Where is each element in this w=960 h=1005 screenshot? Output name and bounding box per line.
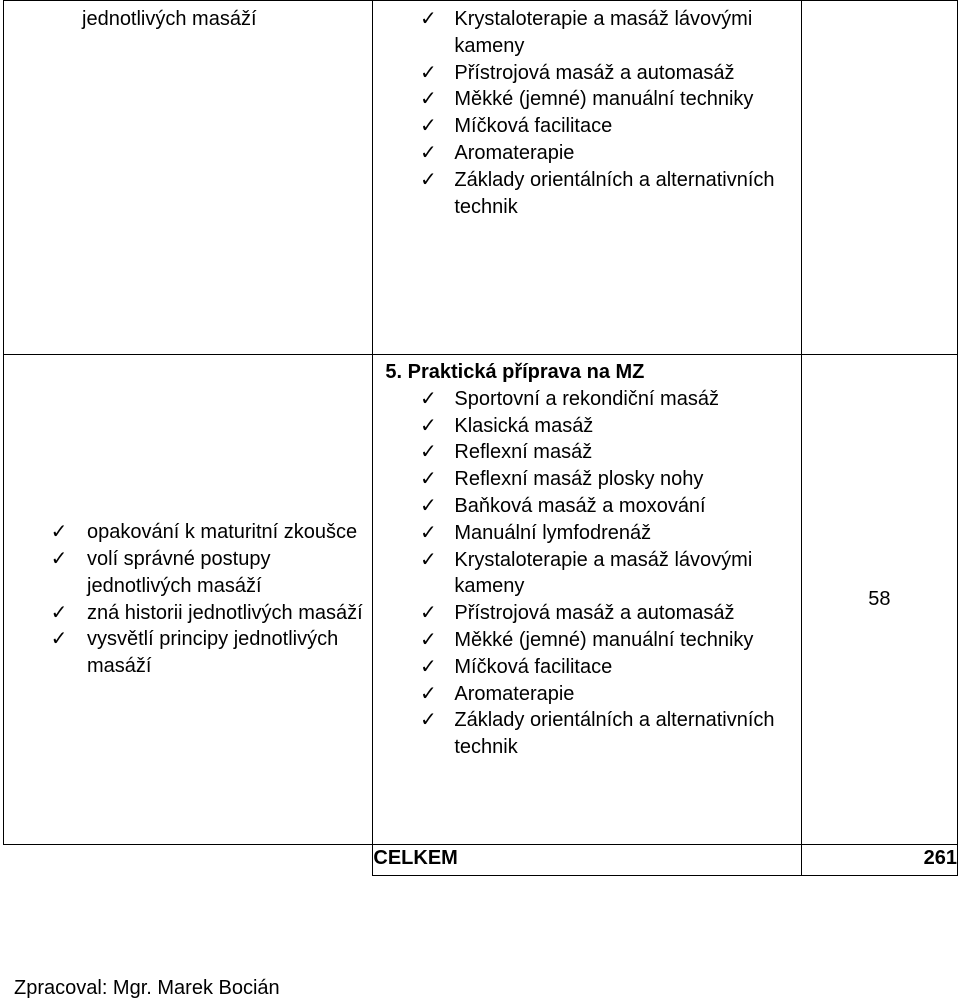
total-value: 261	[801, 845, 957, 876]
empty-cell	[4, 845, 373, 876]
list-item-text: Baňková masáž a moxování	[454, 494, 706, 517]
checkmark-icon: ✓	[419, 521, 437, 544]
list-item-text: Reflexní masáž plosky nohy	[454, 468, 704, 491]
list-item	[373, 167, 800, 221]
checkmark-icon: ✓	[419, 709, 437, 732]
checkmark-icon: ✓	[50, 628, 68, 651]
list-item	[373, 547, 800, 601]
list-item	[373, 466, 800, 493]
list-item	[373, 6, 800, 60]
list-item	[373, 140, 800, 167]
list-item-text: Míčková facilitace	[454, 655, 613, 678]
list-item	[373, 707, 800, 761]
list-item-text: zná historii jednotlivých masáží	[87, 601, 363, 624]
learning-outcomes-cell	[4, 355, 373, 845]
total-row	[4, 845, 958, 876]
checkmark-icon: ✓	[419, 61, 437, 84]
checkmark-icon: ✓	[50, 547, 68, 570]
list-item-text: Měkké (jemné) manuální techniky	[454, 88, 754, 111]
topics-cell	[373, 1, 801, 355]
list-item	[373, 627, 800, 654]
hours-cell	[801, 1, 957, 355]
topics-cell	[373, 355, 801, 845]
list-item	[373, 439, 800, 466]
hours-cell	[801, 355, 957, 845]
checkmark-icon: ✓	[419, 414, 437, 437]
list-item	[373, 681, 800, 708]
checkmark-icon: ✓	[419, 141, 437, 164]
checkmark-icon: ✓	[419, 387, 437, 410]
list-item-text: Míčková facilitace	[454, 115, 613, 138]
author-footer: Zpracoval: Mgr. Marek Bocián	[14, 977, 280, 999]
list-item	[373, 413, 800, 440]
checkmark-icon: ✓	[419, 602, 437, 625]
list-item	[373, 113, 800, 140]
list-item-text: Krystaloterapie a masáž lávovými kameny	[454, 548, 753, 598]
outcome-list	[4, 519, 372, 680]
list-item	[373, 654, 800, 681]
list-item-text: vysvětlí principy jednotlivých masáží	[87, 628, 339, 678]
list-item-text: Aromaterapie	[454, 141, 575, 164]
list-item-text: opakování k maturitní zkoušce	[87, 521, 358, 544]
list-item	[373, 60, 800, 87]
list-item	[4, 519, 372, 546]
list-item-text: Manuální lymfodrenáž	[454, 521, 652, 544]
checkmark-icon: ✓	[419, 441, 437, 464]
topic-list	[373, 386, 800, 761]
checkmark-icon: ✓	[419, 628, 437, 651]
section-heading: 5. Praktická příprava na MZ	[385, 361, 645, 383]
checkmark-icon: ✓	[419, 115, 437, 138]
list-item-text: Krystaloterapie a masáž lávovými kameny	[454, 8, 753, 57]
learning-outcomes-cell	[4, 1, 373, 355]
learning-outcome-text: jednotlivých masáží	[82, 8, 257, 30]
topic-list	[373, 6, 800, 220]
list-item-text: Měkké (jemné) manuální techniky	[454, 628, 754, 651]
list-item-text: volí správné postupy jednotlivých masáží	[87, 547, 271, 597]
list-item-text: Přístrojová masáž a automasáž	[454, 602, 735, 625]
checkmark-icon: ✓	[419, 468, 437, 491]
list-item-text: Aromaterapie	[454, 682, 575, 705]
list-item-text: Přístrojová masáž a automasáž	[454, 61, 735, 84]
list-item	[4, 600, 372, 627]
checkmark-icon: ✓	[419, 8, 437, 30]
checkmark-icon: ✓	[419, 655, 437, 678]
table-row	[4, 1, 958, 355]
checkmark-icon: ✓	[50, 601, 68, 624]
total-label: CELKEM	[373, 845, 801, 876]
checkmark-icon: ✓	[419, 682, 437, 705]
checkmark-icon: ✓	[419, 548, 437, 571]
hours-value: 58	[868, 588, 891, 611]
list-item-text: Základy orientálních a alternativních technik	[454, 168, 775, 218]
list-item-text: Klasická masáž	[454, 414, 594, 437]
list-item	[373, 493, 800, 520]
list-item-text: Reflexní masáž	[454, 441, 593, 464]
list-item	[373, 520, 800, 547]
curriculum-table	[3, 0, 958, 876]
list-item	[4, 626, 372, 680]
list-item	[373, 600, 800, 627]
checkmark-icon: ✓	[419, 88, 437, 111]
list-item	[373, 86, 800, 113]
list-item	[4, 546, 372, 600]
list-item	[373, 386, 800, 413]
list-item-text: Sportovní a rekondiční masáž	[454, 387, 719, 410]
checkmark-icon: ✓	[419, 494, 437, 517]
checkmark-icon: ✓	[419, 168, 437, 191]
list-item-text: Základy orientálních a alternativních technik	[454, 709, 775, 759]
checkmark-icon: ✓	[50, 521, 68, 544]
table-row	[4, 355, 958, 845]
